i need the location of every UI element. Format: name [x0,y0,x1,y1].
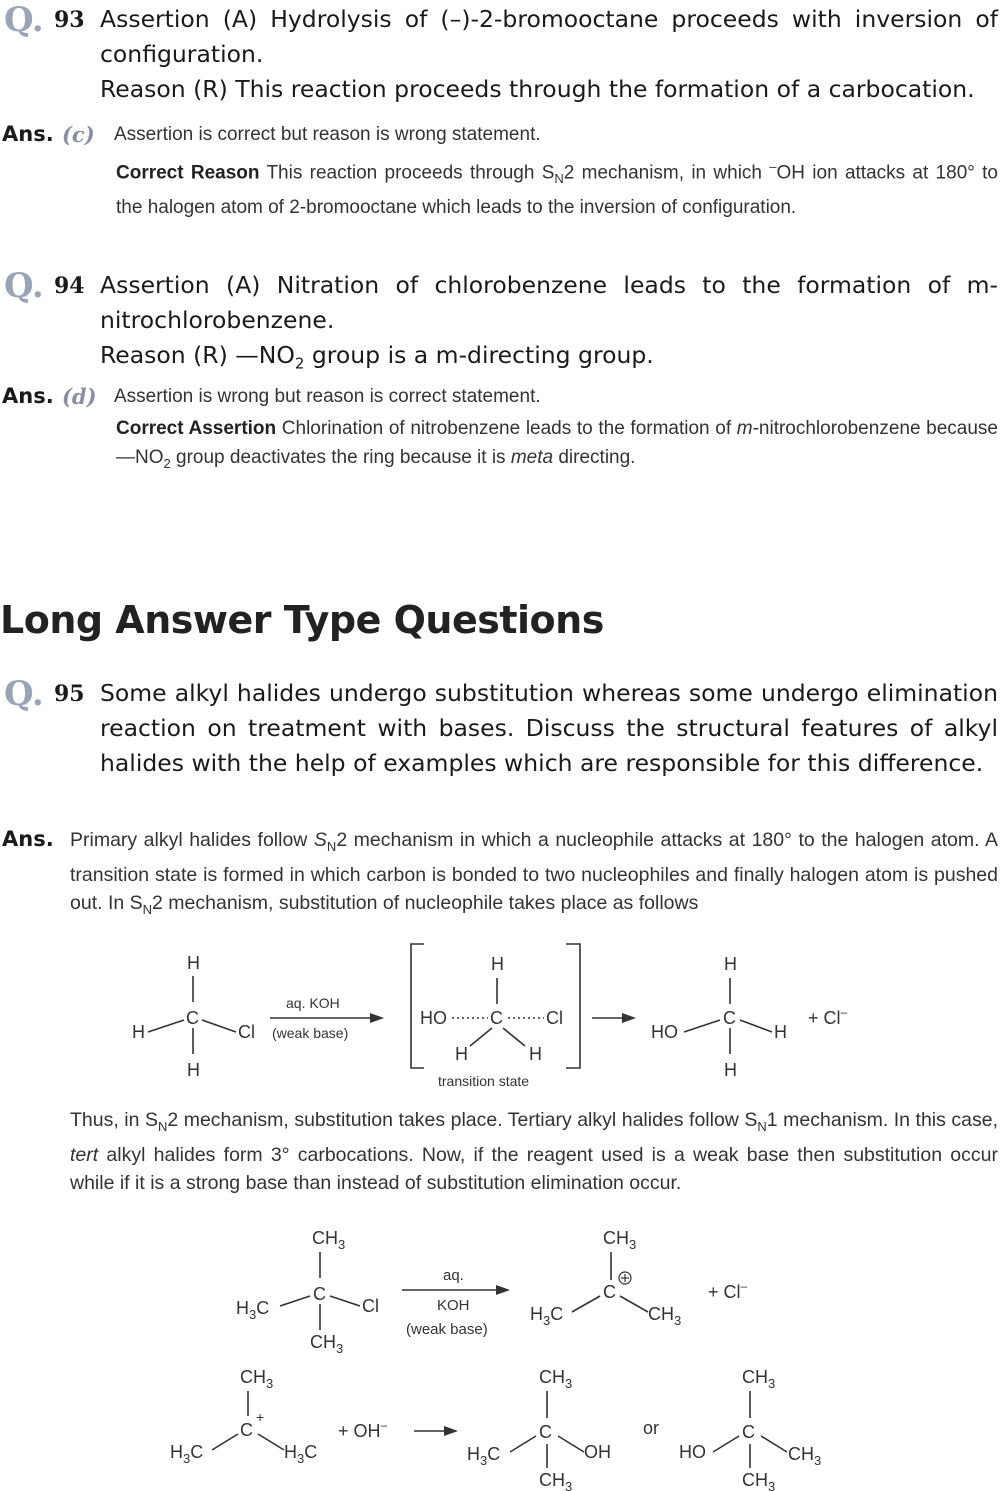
answer-statement: Assertion is correct but reason is wrong statement. [114,124,541,145]
question-text [100,268,998,382]
answer-label: Ans. [2,384,54,408]
chloride-ion: + Cl– [708,1279,748,1302]
transition-state [411,944,580,1089]
prod1-ch3-bottom: $CH_3$ [539,1470,573,1491]
tert-butyl-carbocation [530,1228,748,1328]
question-text [100,2,998,107]
prod2-ch3-bottom: $CH_3$ [742,1470,776,1491]
atom-h3c-left: $H_3C$ [236,1298,270,1322]
prod2-atom-c: C [742,1422,755,1442]
answer-paragraph-2: Thus, in $S_N2$ mechanism, substitution takes place. Tertiary alkyl halides follow $S_N1$ mechanism. In this case, tert alkyl halides form 3° carbocations. Now, if the reagent used is a weak base then substitution occur while if it is a strong base than instead of substitution elimination occur. [70,1109,998,1194]
methyl-chloride [132,953,255,1080]
prod-atom-h-top: H [724,954,737,974]
question-mark-label: Q. [4,0,44,40]
prod2-ch3-top: $CH_3$ [742,1367,776,1391]
assertion-text: Assertion (A) Hydrolysis of (–)-2-bromooctane proceeds with inversion of configuration. [100,5,998,68]
tert-butanol-product-1 [467,1367,611,1491]
tert-butyl-chloride [236,1228,379,1356]
prod1-h3c-left: $H_3C$ [467,1444,501,1468]
answer-label: Ans. [2,827,54,851]
cation-ch3-right: $CH_3$ [648,1304,682,1328]
prod1-atom-c: C [539,1422,552,1442]
answer-statement: Assertion is wrong but reason is correct statement. [114,386,541,407]
prod-atom-ho: HO [651,1022,678,1042]
ts-atom-h-left: H [455,1044,468,1064]
prod-atom-h-right: H [774,1022,787,1042]
atom-h-top: H [187,953,200,973]
answer-explanation: Correct Assertion Chlorination of nitrobenzene leads to the formation of m-nitrochlorobenzene because $—NO_2$ group deactivates the ring because it is meta directing. [116,418,998,471]
atom-ch3-bottom: $CH_3$ [310,1332,344,1356]
correct-assertion-label: Correct Assertion [116,418,277,439]
prod-atom-h-bottom: H [724,1060,737,1080]
correct-reason-label: Correct Reason [116,162,260,184]
reason-text: Reason (R) $—NO_2$ group is a m-directing group. [100,341,654,373]
reagent-label-bottom: (weak base) [272,1025,349,1041]
or-label: or [643,1418,660,1438]
sn1-reaction-scheme [0,1218,1000,1491]
question-number: 95 [54,681,85,707]
answer-explanation: Correct Reason This reaction proceeds through $S_N2$ mechanism, in which –OH ion attacks at 180° to the halogen atom of 2-bromooctane which leads to the inversion of configuration. [116,159,998,219]
atom-cl: Cl [362,1296,379,1316]
ts-atom-cl: Cl [546,1008,563,1028]
atom-c: C [313,1284,326,1304]
atom-c-cation-2: C [240,1420,253,1440]
prod2-ch3-right: $CH_3$ [788,1444,822,1468]
answer-letter: (d) [62,384,97,409]
atom-h-bottom: H [187,1060,200,1080]
methanol-product [651,954,848,1080]
assertion-text: Assertion (A) Nitration of chlorobenzene leads to the formation of m-nitrochlorobenzene. [100,271,998,334]
atom-h-left: H [132,1022,145,1042]
answer-label: Ans. [2,122,54,146]
question-number: 93 [54,7,85,33]
tert-butanol-product-2 [679,1367,821,1491]
reaction-arrow-3 [402,1267,510,1338]
cation-h3c-left: $H_3C$ [530,1304,564,1328]
atom-c-cation: C [603,1282,616,1302]
transition-state-label: transition state [438,1073,530,1089]
question-text [100,676,998,781]
chloride-ion: + Cl– [808,1005,848,1028]
reason-text: Reason (R) This reaction proceeds through the formation of a carbocation. [100,75,975,103]
atom-c: C [186,1008,199,1028]
sn2-reaction-scheme [0,940,1000,1090]
cat2-ch3-top: $CH_3$ [240,1367,274,1391]
ts-atom-ho: HO [420,1008,447,1028]
atom-cl: Cl [238,1022,255,1042]
question-body: Some alkyl halides undergo substitution whereas some undergo elimination reaction on treatment with bases. Discuss the structural features of alkyl halides with the help of examples which are responsible for this difference. [100,679,998,777]
hydroxide-ion: + OH– [338,1418,388,1441]
answer-paragraph-1: Primary alkyl halides follow $S_N2$ mechanism in which a nucleophile attacks at 180° to the halogen atom. A transition state is formed in which carbon is bonded to two nucleophiles and finally halogen atom is pushed out. In $S_N2$ mechanism, substitution of nucleophile takes place as follows [70,829,998,917]
cat2-h3c-left: $H_3C$ [170,1442,204,1466]
prod2-ho: HO [679,1442,706,1462]
cation-ch3-top: $CH_3$ [603,1228,637,1252]
ts-atom-c: C [490,1008,503,1028]
question-mark-label: Q. [4,674,44,714]
carbocation-reactant [170,1367,388,1466]
reaction-arrow-4 [414,1426,458,1436]
reagent-weak-base: (weak base) [406,1321,488,1338]
reaction-arrow-2 [592,1013,636,1023]
section-title: Long Answer Type Questions [0,598,604,642]
question-number: 94 [54,273,85,299]
cat2-h3c-right: $H_3C$ [284,1442,318,1466]
positive-charge: + [256,1409,265,1425]
atom-ch3-top: $CH_3$ [312,1228,346,1252]
answer-letter: (c) [62,122,95,147]
ts-atom-h-top: H [491,954,504,974]
ts-atom-h-right: H [529,1044,542,1064]
reagent-label-top: aq. KOH [286,995,340,1011]
prod1-ch3-top: $CH_3$ [539,1367,573,1391]
prod1-oh: OH [584,1442,611,1462]
question-mark-label: Q. [4,266,44,306]
reaction-arrow-1 [270,995,384,1041]
reagent-aq: aq. [443,1267,464,1284]
prod-atom-c: C [723,1008,736,1028]
reagent-koh: KOH [437,1297,470,1314]
